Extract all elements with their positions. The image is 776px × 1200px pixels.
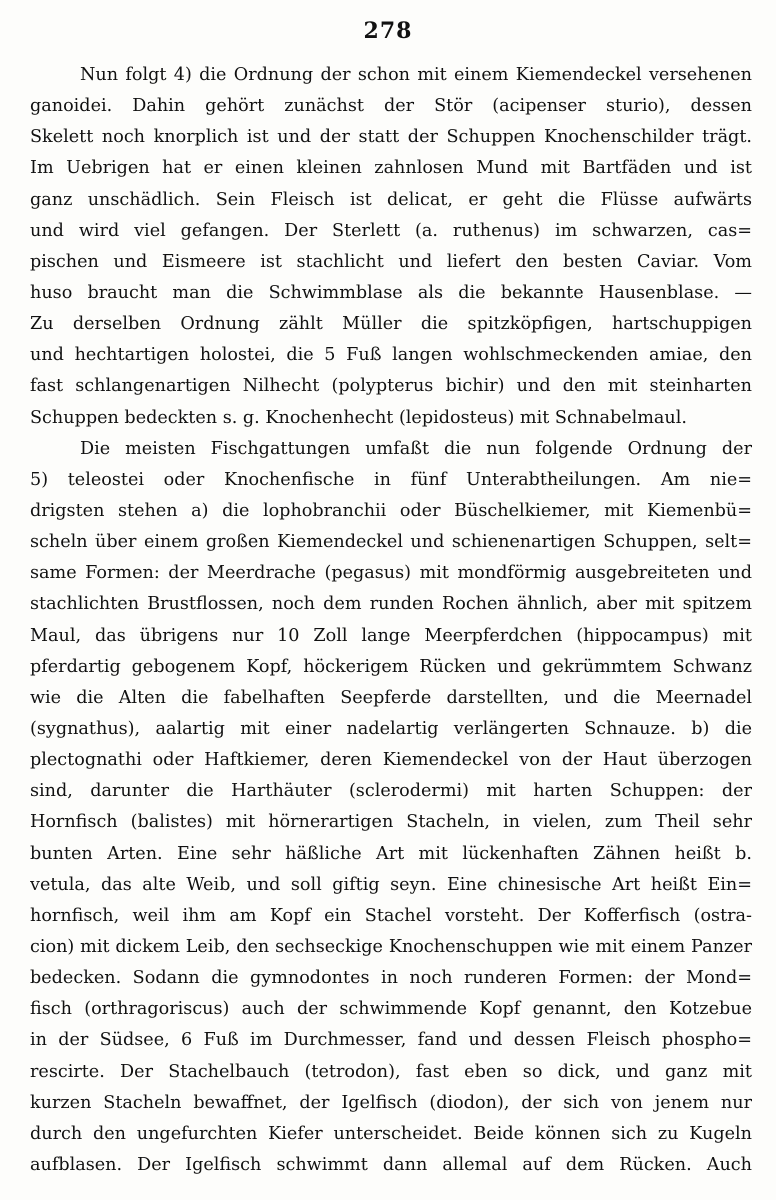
text-line: vetula, das alte Weib, und soll giftig seyn. Eine chinesische Art heißt Ein=	[30, 874, 752, 895]
text-line: rescirte. Der Stachelbauch (tetrodon), fast eben so dick, und ganz mit	[30, 1061, 752, 1082]
text-line: Im Uebrigen hat er einen kleinen zahnlosen Mund mit Bartfäden und ist	[30, 158, 752, 179]
text-line: Maul, das übrigens nur 10 Zoll lange Meerpferdchen (hippocampus) mit	[30, 625, 752, 646]
text-line: scheln über einem großen Kiemendeckel und schienenartigen Schuppen, selt=	[30, 532, 752, 553]
text-line: huso braucht man die Schwimmblase als die bekannte Hausenblase. —	[30, 282, 752, 303]
text-line: pischen und Eismeere ist stachlicht und liefert den besten Caviar. Vom	[30, 251, 752, 272]
text-line: drigsten stehen a) die lophobranchii oder Büschelkiemer, mit Kiemenbü=	[30, 500, 752, 521]
text-line: 5) teleostei oder Knochenfische in fünf Unterabtheilungen. Am nie=	[30, 469, 752, 490]
text-line: ganz unschädlich. Sein Fleisch ist delicat, er geht die Flüsse aufwärts	[30, 189, 752, 210]
page-number: 278	[363, 18, 413, 44]
text-line: und hechtartigen holostei, die 5 Fuß langen wohlschmeckenden amiae, den	[30, 345, 752, 366]
text-line: Schuppen bedeckten s. g. Knochenhecht (lepidosteus) mit Schnabelmaul.	[30, 407, 687, 428]
text-line: Hornfisch (balistes) mit hörnerartigen Stacheln, in vielen, zum Theil sehr	[30, 812, 752, 833]
text-line: bunten Arten. Eine sehr häßliche Art mit lückenhaften Zähnen heißt b.	[30, 843, 752, 864]
text-line: fisch (orthragoriscus) auch der schwimmende Kopf genannt, den Kotzebue	[30, 999, 752, 1020]
text-line: durch den ungefurchten Kiefer unterscheidet. Beide können sich zu Kugeln	[30, 1123, 752, 1144]
text-line: same Formen: der Meerdrache (pegasus) mit mondförmig ausgebreiteten und	[30, 563, 752, 584]
text-line: in der Südsee, 6 Fuß im Durchmesser, fand und dessen Fleisch phospho=	[30, 1030, 752, 1051]
text-line: pferdartig gebogenem Kopf, höckerigem Rücken und gekrümmtem Schwanz	[30, 656, 752, 677]
text-line: bedecken. Sodann die gymnodontes in noch runderen Formen: der Mond=	[30, 968, 752, 989]
text-line: (sygnathus), aalartig mit einer nadelartig verlängerten Schnauze. b) die	[30, 718, 752, 739]
text-line: ganoidei. Dahin gehört zunächst der Stör (acipenser sturio), dessen	[30, 96, 752, 117]
text-line: plectognathi oder Haftkiemer, deren Kiemendeckel von der Haut überzogen	[30, 750, 752, 771]
text-line: fast schlangenartigen Nilhecht (polypterus bichir) und den mit steinharten	[30, 376, 752, 397]
text-line: aufblasen. Der Igelfisch schwimmt dann allemal auf dem Rücken. Auch	[30, 1154, 752, 1175]
text-line: Zu derselben Ordnung zählt Müller die spitzköpfigen, hartschuppigen	[30, 314, 752, 335]
text-line: stachlichten Brustflossen, noch dem runden Rochen ähnlich, aber mit spitzem	[30, 594, 752, 615]
text-line: Nun folgt 4) die Ordnung der schon mit einem Kiemendeckel versehenen	[80, 65, 752, 85]
text-line: wie die Alten die fabelhaften Seepferde darstellten, und die Meernadel	[30, 687, 752, 708]
text-line: sind, darunter die Harthäuter (sclerodermi) mit harten Schuppen: der	[30, 781, 752, 802]
text-line: hornfisch, weil ihm am Kopf ein Stachel vorsteht. Der Kofferfisch (ostra-	[30, 905, 752, 926]
text-line: cion) mit dickem Leib, den sechseckige Knochenschuppen wie mit einem Panzer	[30, 936, 752, 957]
text-line: Skelett noch knorplich ist und der statt der Schuppen Knochenschilder trägt.	[30, 127, 752, 148]
text-line: und wird viel gefangen. Der Sterlett (a. ruthenus) im schwarzen, cas=	[30, 220, 752, 241]
body-text	[30, 60, 752, 1181]
text-line: Die meisten Fischgattungen umfaßt die nun folgende Ordnung der	[80, 438, 752, 459]
text-line: kurzen Stacheln bewaffnet, der Igelfisch (diodon), der sich von jenem nur	[30, 1092, 752, 1113]
